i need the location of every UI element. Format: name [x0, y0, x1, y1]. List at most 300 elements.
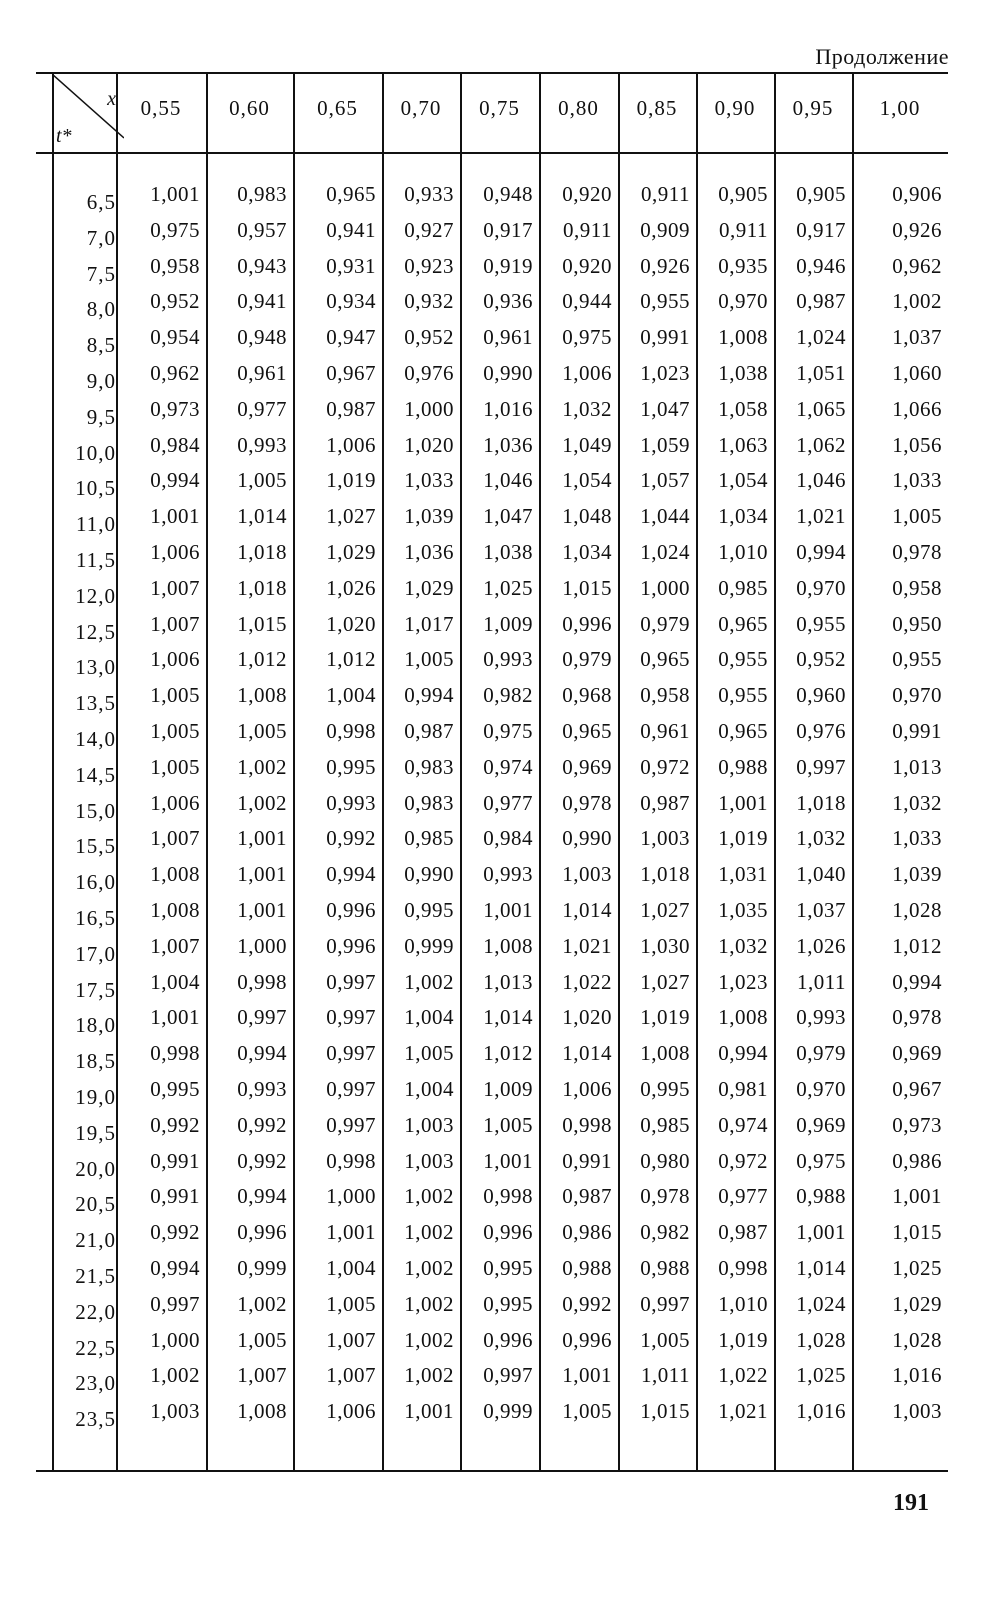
table-cell: 0,995 [483, 1256, 533, 1280]
table-cell: 0,986 [562, 1220, 612, 1245]
table-cell: 0,998 [326, 1148, 376, 1173]
table-cell: 1,002 [404, 1256, 454, 1280]
table-cell: 0,975 [150, 217, 200, 242]
table-cell: 0,999 [237, 1256, 287, 1280]
table-cell: 1,000 [404, 396, 454, 421]
column-header: 0,75 [479, 96, 520, 120]
table-cell: 0,985 [404, 826, 454, 851]
table-cell: 1,019 [718, 826, 768, 851]
table-cell: 1,059 [640, 432, 690, 457]
table-cell: 1,005 [892, 504, 942, 529]
table-cell: 0,993 [237, 432, 287, 457]
table-row [36, 254, 948, 290]
row-header-t: 15,5 [75, 834, 116, 859]
table-cell: 0,995 [150, 1077, 200, 1101]
table-row [36, 289, 948, 325]
table-row [36, 1256, 948, 1292]
table-cell: 1,003 [562, 862, 612, 887]
table-cell: 1,006 [562, 361, 612, 385]
table-cell: 0,972 [640, 754, 690, 779]
table-cell: 0,997 [796, 754, 846, 779]
table-cell: 0,993 [483, 647, 533, 672]
table-row [36, 361, 948, 397]
table-cell: 0,955 [892, 647, 942, 672]
table-cell: 0,987 [326, 396, 376, 421]
table-cell: 1,002 [404, 1327, 454, 1352]
table-cell: 1,021 [796, 504, 846, 529]
table-cell: 1,031 [718, 862, 768, 887]
table-cell: 0,911 [641, 182, 690, 206]
table-cell: 1,001 [796, 1220, 846, 1245]
table-cell: 1,006 [150, 540, 200, 564]
table-cell: 1,012 [237, 647, 287, 672]
table-cell: 0,995 [326, 754, 376, 779]
table-cell: 0,997 [326, 1077, 376, 1101]
row-header-t: 14,5 [75, 762, 116, 787]
table-cell: 1,002 [892, 289, 942, 314]
table-cell: 0,995 [483, 1291, 533, 1316]
table-cell: 0,944 [562, 289, 612, 314]
table-row [36, 755, 948, 791]
table-cell: 0,980 [640, 1148, 690, 1173]
table-cell: 1,012 [483, 1041, 533, 1066]
table-cell: 0,958 [150, 253, 200, 278]
table-cell: 1,030 [640, 933, 690, 958]
table-cell: 1,023 [640, 361, 690, 385]
table-cell: 1,005 [640, 1327, 690, 1352]
table-cell: 1,008 [483, 933, 533, 958]
table-cell: 1,014 [796, 1256, 846, 1280]
table-row [36, 1399, 948, 1435]
row-header-t: 10,5 [75, 476, 116, 501]
table-cell: 0,999 [483, 1399, 533, 1424]
table-cell: 0,993 [483, 862, 533, 887]
table-cell: 1,029 [892, 1291, 942, 1316]
table-row [36, 934, 948, 970]
table-cell: 0,974 [483, 754, 533, 779]
table-cell: 0,948 [483, 182, 533, 206]
row-header-t: 19,5 [75, 1120, 116, 1145]
table-cell: 1,000 [640, 575, 690, 600]
table-cell: 1,005 [326, 1291, 376, 1316]
table-cell: 0,978 [562, 790, 612, 815]
table-cell: 0,991 [150, 1184, 200, 1209]
table-cell: 0,932 [404, 289, 454, 314]
row-header-t: 13,0 [75, 655, 116, 680]
table-cell: 1,001 [237, 826, 287, 851]
table-cell: 0,936 [483, 289, 533, 314]
table-cell: 1,001 [892, 1184, 942, 1209]
table-cell: 0,909 [640, 217, 690, 242]
table-cell: 0,982 [483, 683, 533, 708]
table-cell: 1,002 [404, 1363, 454, 1388]
row-header-t: 6,5 [86, 190, 116, 214]
table-cell: 1,058 [718, 396, 768, 421]
table-cell: 0,920 [562, 253, 612, 278]
table-cell: 0,975 [562, 325, 612, 350]
table-cell: 1,027 [326, 504, 376, 529]
table-cell: 1,003 [150, 1399, 200, 1424]
row-header-t: 9,5 [86, 404, 116, 429]
table-cell: 0,983 [404, 790, 454, 815]
table-cell: 0,958 [640, 683, 690, 708]
table-cell: 1,039 [404, 504, 454, 529]
table-cell: 1,001 [326, 1220, 376, 1245]
table-cell: 1,019 [326, 468, 376, 493]
table-cell: 0,943 [237, 253, 287, 278]
data-table [36, 72, 948, 1472]
table-row [36, 504, 948, 540]
table-cell: 1,014 [562, 1041, 612, 1066]
table-cell: 0,992 [237, 1148, 287, 1173]
table-cell: 0,978 [640, 1184, 690, 1209]
table-cell: 0,988 [796, 1184, 846, 1209]
row-header-t: 17,5 [75, 977, 116, 1002]
table-row [36, 1220, 948, 1256]
row-header-t: 8,0 [86, 297, 116, 322]
table-cell: 0,917 [483, 217, 533, 242]
table-cell: 1,015 [237, 611, 287, 636]
table-cell: 0,996 [483, 1327, 533, 1352]
table-corner-cell [52, 74, 124, 152]
table-cell: 1,005 [237, 1327, 287, 1352]
table-cell: 0,991 [640, 325, 690, 350]
table-cell: 1,005 [237, 468, 287, 493]
row-header-t: 12,5 [75, 619, 116, 644]
row-header-t: 13,5 [75, 691, 116, 716]
table-row [36, 1363, 948, 1399]
table-cell: 1,005 [562, 1399, 612, 1424]
row-header-t: 16,5 [75, 906, 116, 930]
table-cell: 0,926 [892, 217, 942, 242]
table-cell: 0,970 [892, 683, 942, 708]
column-header: 0,85 [636, 96, 678, 120]
table-cell: 1,001 [718, 790, 768, 815]
table-cell: 1,028 [796, 1327, 846, 1352]
table-cell: 0,996 [237, 1220, 287, 1245]
table-cell: 1,001 [150, 504, 200, 529]
row-header-t: 10,0 [75, 440, 116, 465]
table-cell: 1,048 [562, 504, 612, 529]
table-cell: 1,056 [892, 432, 942, 457]
table-cell: 1,001 [483, 1148, 533, 1173]
table-cell: 0,991 [892, 719, 942, 743]
table-cell: 1,009 [483, 611, 533, 636]
table-cell: 0,965 [562, 719, 612, 743]
table-row [36, 970, 948, 1006]
table-cell: 0,996 [562, 611, 612, 636]
row-header-t: 7,0 [86, 225, 116, 250]
table-cell: 1,000 [326, 1184, 376, 1209]
table-cell: 0,997 [326, 1041, 376, 1066]
table-cell: 1,033 [404, 468, 454, 493]
table-cell: 1,025 [796, 1363, 846, 1388]
table-row [36, 540, 948, 576]
table-cell: 1,046 [483, 468, 533, 493]
table-cell: 0,977 [237, 396, 287, 421]
table-cell: 1,005 [404, 647, 454, 672]
table-row [36, 576, 948, 612]
table-cell: 0,992 [326, 826, 376, 851]
table-cell: 0,941 [237, 289, 287, 314]
table-row [36, 218, 948, 254]
table-cell: 1,021 [718, 1399, 768, 1424]
table-cell: 1,028 [892, 898, 942, 922]
table-cell: 0,995 [404, 898, 454, 922]
row-header-t: 17,0 [75, 941, 116, 966]
table-cell: 0,931 [326, 253, 376, 278]
row-header-t: 23,5 [75, 1407, 116, 1432]
table-cell: 1,029 [326, 540, 376, 564]
table-cell: 1,027 [640, 898, 690, 922]
table-cell: 1,001 [404, 1399, 454, 1424]
table-cell: 1,047 [640, 396, 690, 421]
table-cell: 0,996 [326, 933, 376, 958]
table-row [36, 182, 948, 218]
table-cell: 0,950 [892, 611, 942, 636]
column-header: 0,65 [317, 96, 358, 120]
table-cell: 0,947 [326, 325, 376, 350]
table-cell: 0,911 [719, 217, 768, 242]
table-cell: 0,911 [563, 217, 612, 242]
table-cell: 1,032 [718, 933, 768, 958]
table-cell: 0,979 [562, 647, 612, 672]
table-cell: 0,933 [404, 182, 454, 206]
row-variable-label: t* [56, 125, 72, 147]
table-cell: 0,987 [718, 1220, 768, 1245]
table-row [36, 791, 948, 827]
table-cell: 1,007 [326, 1363, 376, 1388]
table-top-rule [36, 72, 948, 74]
table-row [36, 647, 948, 683]
table-cell: 0,955 [718, 647, 768, 672]
table-row [36, 862, 948, 898]
table-cell: 1,011 [797, 969, 846, 994]
table-cell: 0,965 [326, 182, 376, 206]
table-cell: 1,037 [892, 325, 942, 350]
table-cell: 0,997 [483, 1363, 533, 1388]
table-cell: 1,027 [640, 969, 690, 994]
table-row [36, 433, 948, 469]
table-cell: 0,990 [404, 862, 454, 887]
table-cell: 1,000 [237, 933, 287, 958]
table-cell: 1,026 [796, 933, 846, 958]
table-cell: 0,991 [562, 1148, 612, 1173]
table-row [36, 1041, 948, 1077]
table-cell: 0,987 [562, 1184, 612, 1209]
table-cell: 0,998 [562, 1112, 612, 1137]
row-header-t: 21,0 [75, 1228, 116, 1253]
table-cell: 1,034 [562, 540, 612, 564]
table-cell: 1,021 [562, 933, 612, 958]
table-cell: 0,978 [892, 1005, 942, 1030]
table-cell: 1,004 [404, 1005, 454, 1030]
table-row [36, 1184, 948, 1220]
table-cell: 1,005 [150, 719, 200, 743]
table-cell: 0,960 [796, 683, 846, 708]
row-header-t: 11,5 [76, 548, 116, 572]
table-cell: 0,954 [150, 325, 200, 350]
table-cell: 1,018 [237, 540, 287, 564]
table-cell: 1,049 [562, 432, 612, 457]
table-cell: 0,992 [562, 1291, 612, 1316]
table-cell: 0,926 [640, 253, 690, 278]
table-cell: 1,024 [796, 325, 846, 350]
table-cell: 1,004 [150, 969, 200, 994]
table-cell: 0,997 [326, 969, 376, 994]
table-cell: 0,969 [892, 1041, 942, 1066]
table-cell: 1,028 [892, 1327, 942, 1352]
table-cell: 0,920 [562, 182, 612, 206]
table-cell: 1,001 [483, 898, 533, 922]
table-cell: 1,020 [562, 1005, 612, 1030]
table-cell: 1,014 [562, 898, 612, 922]
table-cell: 0,994 [326, 862, 376, 887]
table-cell: 1,032 [796, 826, 846, 851]
table-cell: 1,054 [562, 468, 612, 493]
table-cell: 1,008 [237, 1399, 287, 1424]
table-cell: 1,036 [404, 540, 454, 564]
table-cell: 0,990 [483, 361, 533, 385]
table-cell: 1,006 [150, 790, 200, 815]
column-header: 0,90 [714, 96, 756, 120]
table-cell: 0,981 [718, 1077, 768, 1101]
table-cell: 1,044 [640, 504, 690, 529]
column-header: 1,00 [879, 96, 921, 120]
table-row [36, 468, 948, 504]
table-cell: 1,063 [718, 432, 768, 457]
table-cell: 1,008 [150, 862, 200, 887]
table-cell: 1,024 [796, 1291, 846, 1316]
table-cell: 1,015 [892, 1220, 942, 1245]
table-cell: 1,037 [796, 898, 846, 922]
table-cell: 1,032 [562, 396, 612, 421]
table-cell: 0,948 [237, 325, 287, 350]
table-cell: 1,009 [483, 1077, 533, 1101]
column-header: 0,80 [558, 96, 599, 120]
table-cell: 0,975 [483, 719, 533, 743]
table-cell: 1,002 [404, 1291, 454, 1316]
row-header-t: 14,0 [75, 727, 116, 751]
table-cell: 1,002 [237, 1291, 287, 1316]
table-cell: 0,976 [796, 719, 846, 743]
table-cell: 1,014 [483, 1005, 533, 1030]
table-cell: 0,973 [892, 1112, 942, 1137]
table-cell: 0,994 [150, 1256, 200, 1280]
table-cell: 1,022 [718, 1363, 768, 1388]
table-cell: 0,994 [237, 1041, 287, 1066]
table-cell: 1,002 [404, 1184, 454, 1209]
table-cell: 1,010 [718, 540, 768, 564]
table-cell: 0,906 [892, 182, 942, 206]
table-cell: 1,060 [892, 361, 942, 385]
table-cell: 0,969 [562, 754, 612, 779]
table-cell: 1,001 [562, 1363, 612, 1388]
row-header-t: 22,5 [75, 1335, 116, 1360]
table-cell: 1,020 [326, 611, 376, 636]
table-cell: 1,002 [404, 969, 454, 994]
table-cell: 0,994 [404, 683, 454, 708]
table-cell: 0,987 [796, 289, 846, 314]
column-header: 0,95 [792, 96, 834, 120]
row-header-t: 11,0 [76, 512, 116, 537]
table-cell: 1,008 [718, 325, 768, 350]
row-header-t: 16,0 [75, 870, 116, 895]
table-cell: 0,987 [640, 790, 690, 815]
table-row [36, 1292, 948, 1328]
table-cell: 1,000 [150, 1327, 200, 1352]
table-cell: 1,040 [796, 862, 846, 887]
row-header-t: 15,0 [75, 798, 116, 823]
table-cell: 0,988 [562, 1256, 612, 1280]
table-cell: 1,062 [796, 432, 846, 457]
table-cell: 1,016 [796, 1399, 846, 1424]
table-cell: 0,935 [718, 253, 768, 278]
table-cell: 0,973 [150, 396, 200, 421]
table-cell: 0,974 [718, 1112, 768, 1137]
table-cell: 1,002 [150, 1363, 200, 1388]
table-cell: 1,029 [404, 575, 454, 600]
table-cell: 1,023 [718, 969, 768, 994]
table-cell: 0,955 [796, 611, 846, 636]
table-cell: 1,038 [718, 361, 768, 385]
table-cell: 1,038 [483, 540, 533, 564]
table-cell: 0,952 [150, 289, 200, 314]
table-row [36, 719, 948, 755]
table-cell: 0,998 [237, 969, 287, 994]
table-cell: 1,002 [404, 1220, 454, 1245]
column-header: 0,55 [140, 96, 182, 120]
table-cell: 1,024 [640, 540, 690, 564]
table-cell: 1,001 [150, 182, 200, 206]
table-cell: 1,013 [483, 969, 533, 994]
table-cell: 0,994 [718, 1041, 768, 1066]
table-cell: 1,017 [404, 611, 454, 636]
table-cell: 0,979 [796, 1041, 846, 1066]
table-cell: 1,006 [150, 647, 200, 672]
table-cell: 1,026 [326, 575, 376, 600]
table-cell: 0,977 [718, 1184, 768, 1209]
table-cell: 0,992 [150, 1112, 200, 1137]
table-cell: 1,013 [892, 754, 942, 779]
table-cell: 0,983 [237, 182, 287, 206]
table-cell: 0,997 [150, 1291, 200, 1316]
table-row [36, 1005, 948, 1041]
table-row [36, 1113, 948, 1149]
table-cell: 1,022 [562, 969, 612, 994]
table-cell: 1,019 [640, 1005, 690, 1030]
table-cell: 1,008 [718, 1005, 768, 1030]
table-cell: 1,051 [796, 361, 846, 385]
table-cell: 0,955 [640, 289, 690, 314]
row-header-t: 23,0 [75, 1371, 116, 1396]
row-header-t: 21,5 [75, 1264, 116, 1288]
table-cell: 0,982 [640, 1220, 690, 1245]
table-row [36, 397, 948, 433]
table-cell: 1,018 [237, 575, 287, 600]
table-cell: 1,036 [483, 432, 533, 457]
table-cell: 1,054 [718, 468, 768, 493]
table-cell: 1,003 [404, 1148, 454, 1173]
table-cell: 1,034 [718, 504, 768, 529]
table-cell: 1,025 [483, 575, 533, 600]
table-cell: 0,970 [718, 289, 768, 314]
table-cell: 1,025 [892, 1256, 942, 1280]
table-cell: 0,919 [483, 253, 533, 278]
table-cell: 0,961 [483, 325, 533, 350]
table-cell: 1,003 [892, 1399, 942, 1424]
table-cell: 1,005 [150, 683, 200, 708]
